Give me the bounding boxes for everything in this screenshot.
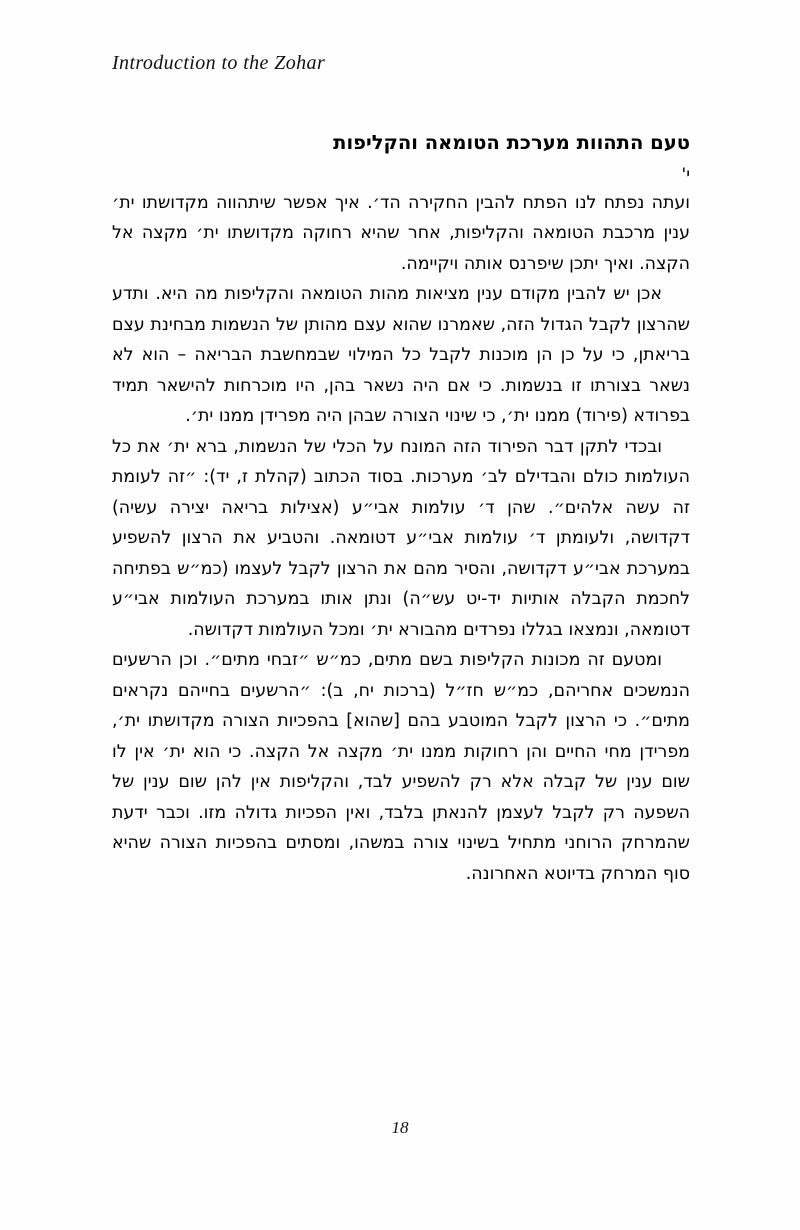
body-paragraph: אכן יש להבין מקודם ענין מציאות מהות הטומאה והקליפות מה היא. ותדע שהרצון לקבל הגדול הזה, שאמרנו שהוא עצם מהותן של הנשמות מבחינת עצם בריאתן, כי על כן הן מוכנות לקבל כל המילוי שבמחשבת הבריאה – הוא לא נשאר בצורתו זו בנשמות. כי אם היה נשאר בהן, היו מוכרחות להישאר תמיד בפרודא (פירוד) ממנו ית׳, כי שינוי הצורה שבהן היה מפרידן ממנו ית׳. xyxy=(112,284,690,427)
body-paragraph: ומטעם זה מכונות הקליפות בשם מתים, כמ״ש ״זבחי מתים״. וכן הרשעים הנמשכים אחריהם, כמ״ש חז״ל (ברכות יח, ב): ״הרשעים בחייהם נקראים מתים״. כי הרצון לקבל המוטבע בהם [שהוא] בהפכיות הצורה מקדושתו ית׳, מפרידן מחי החיים והן רחוקות ממנו ית׳ מקצה אל הקצה. כי הוא ית׳ אין לו שום ענין של קבלה אלא רק להשפיע לבד, והקליפות אין להן שום ענין של השפעה רק לקבל לעצמן להנאתן בלבד, ואין הפכיות גדולה מזו. וכבר ידעת שהמרחק הרוחני מתחיל בשינוי צורה במשהו, ומסתים בהפכיות הצורה שהיא סוף המרחק בדיוטא האחרונה. xyxy=(112,650,690,884)
running-head: Introduction to the Zohar xyxy=(112,52,326,74)
section-title: טעם התהוות מערכת הטומאה והקליפות xyxy=(333,131,690,154)
body-paragraph: ובכדי לתקן דבר הפירוד הזה המונח על הכלי של הנשמות, ברא ית׳ את כל העולמות כולם והבדילם לב׳ מערכות. בסוד הכתוב (קהלת ז, יד): ״זה לעומת זה עשה אלהים״. שהן ד׳ עולמות אבי״ע (אצילות בריאה יצירה עשיה) דקדושה, ולעומתן ד׳ עולמות אבי״ע דטומאה. והטביע את הרצון להשפיע במערכת אבי״ע דקדושה, והסיר מהם את הרצון לקבל לעצמו (כמ״ש בפתיחה לחכמת הקבלה אותיות יד-יט עש״ה) ונתן אותו במערכת העולמות אבי״ע דטומאה, ונמצאו בגללו נפרדים מהבורא ית׳ ומכל העולמות דקדושה. xyxy=(112,436,690,640)
page-number: 18 xyxy=(391,1118,409,1137)
section-lead-mark: י' xyxy=(681,165,690,186)
page-content xyxy=(112,128,690,889)
body-paragraph: ועתה נפתח לנו הפתח להבין החקירה הד׳. איך אפשר שיתהווה מקדושתו ית׳ ענין מרכבת הטומאה והקליפות, אחר שהיא רחוקה מקדושתו ית׳ מקצה אל הקצה. ואיך יתכן שיפרנס אותה ויקיימה. xyxy=(112,192,690,274)
